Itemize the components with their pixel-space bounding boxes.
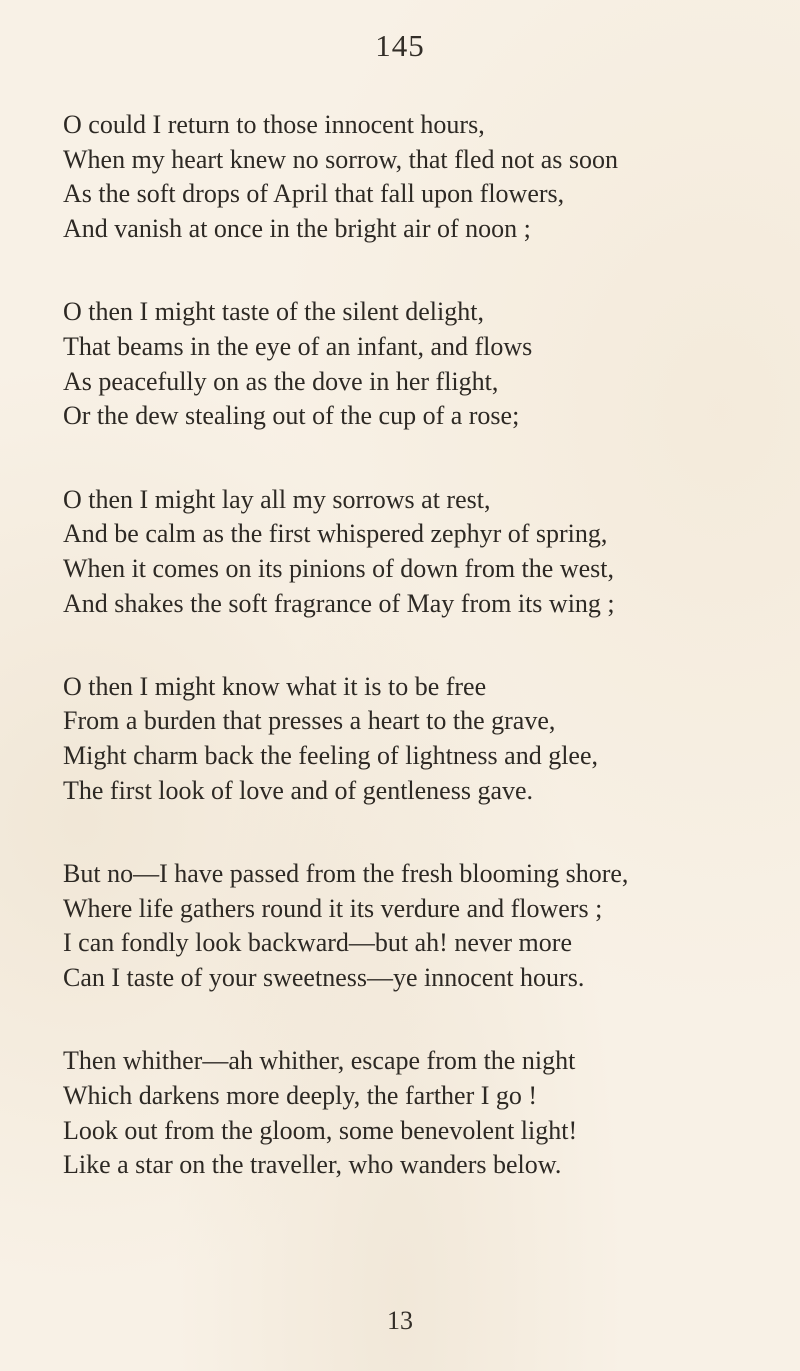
poem-line: Like a star on the traveller, who wanders below.	[63, 1150, 562, 1180]
signature-mark: 13	[387, 1306, 413, 1335]
poem-line: And shakes the soft fragrance of May from its wing ;	[63, 588, 615, 618]
poem-line: I can fondly look backward—but ah! never more	[63, 928, 572, 958]
poem-line: And vanish at once in the bright air of noon ;	[63, 214, 531, 244]
poem-line: And be calm as the first whispered zephyr of spring,	[63, 519, 608, 549]
poem-line: Look out from the gloom, some benevolent light!	[63, 1115, 578, 1145]
poem-body	[63, 108, 783, 1183]
poem-line: When it comes on its pinions of down from the west,	[63, 553, 614, 583]
poem-line: From a burden that presses a heart to the grave,	[63, 706, 556, 736]
stanza-2	[63, 295, 783, 434]
poem-line: Which darkens more deeply, the farther I go !	[63, 1080, 538, 1110]
poem-line: O then I might know what it is to be free	[63, 671, 487, 701]
poem-line: Or the dew stealing out of the cup of a rose;	[63, 401, 520, 431]
poem-line: The first look of love and of gentleness gave.	[63, 775, 534, 805]
page-number: 145	[375, 28, 425, 63]
stanza-1	[63, 108, 783, 247]
stanza-4	[63, 670, 783, 809]
poem-line: When my heart knew no sorrow, that fled not as soon	[63, 144, 619, 174]
poem-line: O could I return to those innocent hours,	[63, 110, 485, 139]
stanza-3	[63, 483, 783, 622]
poem-line: As the soft drops of April that fall upon flowers,	[63, 179, 565, 209]
poem-line: But no—I have passed from the fresh blooming shore,	[63, 859, 629, 888]
poem-line: Can I taste of your sweetness—ye innocent hours.	[63, 963, 585, 993]
poem-line: Where life gathers round it its verdure and flowers ;	[63, 893, 603, 923]
poem-line: O then I might lay all my sorrows at rest,	[63, 484, 491, 514]
stanza-5	[63, 857, 783, 996]
poem-line: Might charm back the feeling of lightness and glee,	[63, 741, 599, 771]
poem-line: As peacefully on as the dove in her flight,	[63, 366, 499, 396]
poem-line: Then whither—ah whither, escape from the night	[63, 1046, 576, 1076]
stanza-6	[63, 1044, 783, 1183]
poem-line: That beams in the eye of an infant, and flows	[63, 331, 533, 361]
poem-line: O then I might taste of the silent delight,	[63, 297, 484, 327]
